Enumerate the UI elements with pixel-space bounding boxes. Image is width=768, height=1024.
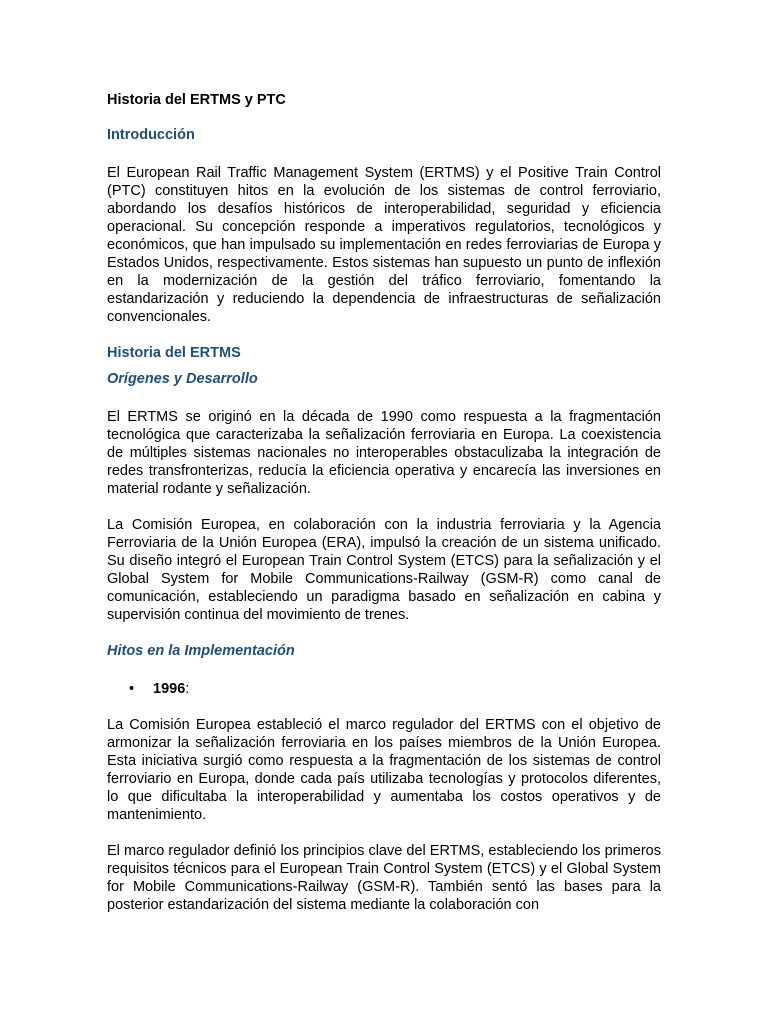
origins-paragraph-1: El ERTMS se originó en la década de 1990 como respuesta a la fragmentación tecnológica que caracterizaba la señalización ferroviaria en Europa. La coexistencia de múltiples sistemas nacionales no interoperables obstaculizaba la integración de redes transfronterizas, reducía la eficiencia operativa y encarecía las inversiones en material rodante y señalización.: [107, 409, 661, 497]
document-page: [107, 90, 661, 914]
milestone-colon: :: [185, 681, 190, 697]
milestone-paragraph-2: El marco regulador definió los principios clave del ERTMS, estableciendo los primeros requisitos técnicos para el European Train Control System (ETCS) y el Global System for Mobile Communications-Railway (GSM-R). También sentó las bases para la posterior estandarización del sistema mediante la colaboración con: [107, 843, 661, 913]
milestone-paragraph-1: La Comisión Europea estableció el marco regulador del ERTMS con el objetivo de armonizar la señalización ferroviaria en los países miembros de la Unión Europea. Esta iniciativa surgió como respuesta a la fragmentación de los sistemas de control ferroviario en Europa, donde cada país utilizaba tecnologías y protocolos diferentes, lo que dificultaba la interoperabilidad y aumentaba los costos operativos y de mantenimiento.: [107, 717, 661, 823]
origins-paragraph-2: La Comisión Europea, en colaboración con la industria ferroviaria y la Agencia Ferroviaria de la Unión Europea (ERA), impulsó la creación de un sistema unificado. Su diseño integró el European Train Control System (ETCS) para la señalización y el Global System for Mobile Communications-Railway (GSM-R) como canal de comunicación, estableciendo un paradigma basado en señalización en cabina y supervisión continua del movimiento de trenes.: [107, 517, 661, 623]
document-title: Historia del ERTMS y PTC: [107, 92, 286, 108]
introduction-heading: Introducción: [107, 127, 195, 143]
history-heading: Historia del ERTMS: [107, 345, 241, 361]
introduction-paragraph: El European Rail Traffic Management System (ERTMS) y el Positive Train Control (PTC) constituyen hitos en la evolución de los sistemas de control ferroviario, abordando los desafíos históricos de interoperabilidad, seguridad y eficiencia operacional. Su concepción responde a imperativos regulatorios, tecnológicos y económicos, que han impulsado su implementación en redes ferroviarias de Europa y Estados Unidos, respectivamente. Estos sistemas han supuesto un punto de inflexión en la modernización de la gestión del tráfico ferroviario, fomentando la estandarización y reduciendo la dependencia de infraestructuras de señalización convencionales.: [107, 165, 661, 325]
milestones-subheading: Hitos en la Implementación: [107, 643, 295, 659]
list-item: [129, 680, 661, 698]
bullet-icon: •: [129, 681, 135, 697]
origins-subheading: Orígenes y Desarrollo: [107, 371, 258, 387]
milestone-year: 1996: [153, 681, 186, 697]
milestone-list: [107, 680, 661, 698]
